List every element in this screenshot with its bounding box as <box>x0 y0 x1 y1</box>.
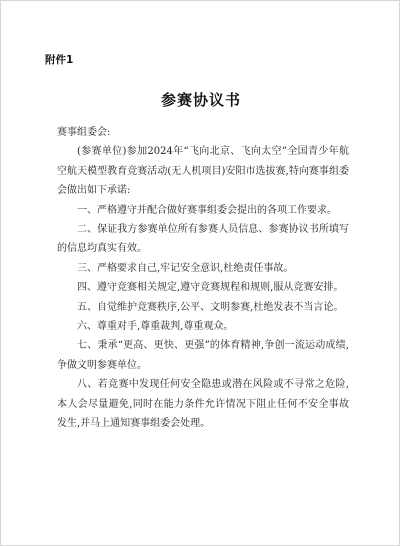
paragraph-item-1: 一、严格遵守并配合做好赛事组委会提出的各项工作要求。 <box>77 204 337 216</box>
paragraph-intro: (参赛单位)参加2024年“飞向北京、飞向太空”全国青少年航空航天模型教育竞赛活动(无人机项目)安阳市选拔赛,特向赛事组委会做出如下承诺: <box>57 146 349 197</box>
salutation: 赛事组委会: <box>57 127 111 138</box>
paragraph-item-4: 四、遵守竞赛相关规定,遵守竞赛规程和规则,服从竞赛安排。 <box>77 282 344 294</box>
paragraph-item-2: 二、保证我方参赛单位所有参赛人员信息、参赛协议书所填写的信息均真实有效。 <box>57 224 349 255</box>
attachment-label: 附件1 <box>45 54 74 66</box>
document-body <box>57 123 349 434</box>
paragraph-item-7: 七、秉承“更高、更快、更强”的体育精神,争创一流运动成绩,争做文明参赛单位。 <box>57 340 349 371</box>
document-title: 参赛协议书 <box>160 91 241 109</box>
paragraph-item-6: 六、尊重对手,尊重裁判,尊重观众。 <box>77 321 234 333</box>
paragraph-item-3: 三、严格要求自己,牢记安全意识,杜绝责任事故。 <box>77 262 294 274</box>
paragraph-item-5: 五、自觉维护竞赛秩序,公平、文明参赛,杜绝发表不当言论。 <box>77 301 344 313</box>
paragraph-item-8: 八、若竞赛中发现任何安全隐患或潜在风险或不寻常之危险,本人会尽量避免,同时在能力条件允许情况下阻止任何不安全事故发生,并马上通知赛事组委会处理。 <box>57 379 349 430</box>
